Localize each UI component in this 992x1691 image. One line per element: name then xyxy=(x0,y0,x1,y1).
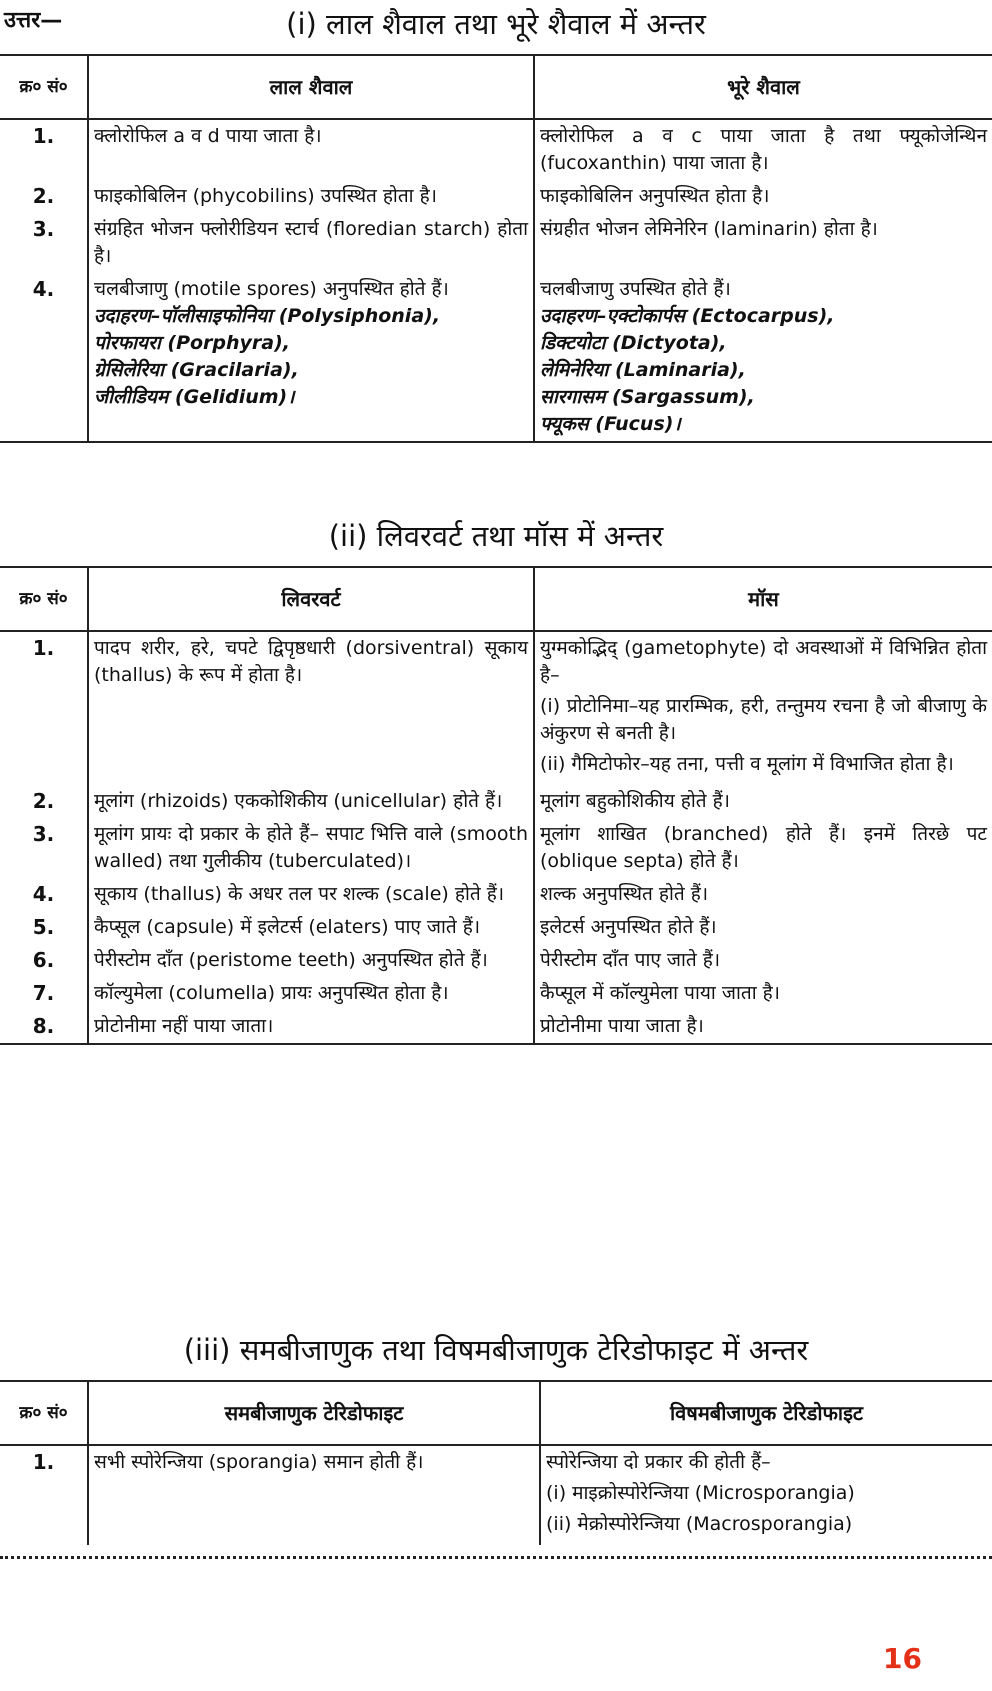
dotted-divider xyxy=(0,1556,992,1559)
header-moss: मॉस xyxy=(534,567,992,631)
table-row xyxy=(0,977,992,1010)
example-item: ग्रेसिलेरिया (Gracilaria), xyxy=(94,359,299,381)
section2-title: (ii) लिवरवर्ट तथा मॉस में अन्तर xyxy=(328,519,664,553)
moss-cell: प्रोटोनीमा पाया जाता है। xyxy=(534,1010,992,1044)
table-row xyxy=(0,180,992,213)
row-number: 3. xyxy=(32,217,55,241)
moss-cell xyxy=(534,631,992,785)
moss-cell: इलेटर्स अनुपस्थित होते हैं। xyxy=(534,911,992,944)
section3-table xyxy=(0,1380,992,1545)
motile-spores-text: चलबीजाणु (motile spores) अनुपस्थित होते हैं। xyxy=(94,278,449,300)
header-liverwort: लिवरवर्ट xyxy=(88,567,534,631)
table-row xyxy=(0,631,992,785)
table-row xyxy=(0,911,992,944)
row-number: 1. xyxy=(32,636,55,660)
brown-algae-cell: संग्रहीत भोजन लेमिनेरिन (laminarin) होता है। xyxy=(534,213,992,273)
liverwort-cell: पादप शरीर, हरे, चपटे द्विपृष्ठधारी (dorsiventral) सूकाय (thallus) के रूप में होता है। xyxy=(88,631,534,785)
row-number: 7. xyxy=(32,981,55,1005)
header-brown-algae: भूरे शैवाल xyxy=(534,55,992,119)
example-item: सारगासम (Sargassum), xyxy=(540,386,755,408)
red-algae-cell: संग्रहित भोजन फ्लोरीडियन स्टार्च (floredian starch) होता है। xyxy=(88,213,534,273)
brown-algae-cell: फाइकोबिलिन अनुपस्थित होता है। xyxy=(534,180,992,213)
row-number: 4. xyxy=(32,882,55,906)
table-row xyxy=(0,119,992,180)
table-row xyxy=(0,878,992,911)
microsporangia-text: (i) माइक्रोस्पोरेन्जिया (Microsporangia) xyxy=(546,1482,855,1504)
section3-title: (iii) समबीजाणुक तथा विषमबीजाणुक टेरिडोफाइट में अन्तर xyxy=(183,1333,809,1367)
sporangia-text: स्पोरेन्जिया दो प्रकार की होती हैं– xyxy=(546,1451,771,1473)
liverwort-cell: कैप्सूल (capsule) में इलेटर्स (elaters) पाए जाते हैं। xyxy=(88,911,534,944)
red-algae-cell: फाइकोबिलिन (phycobilins) उपस्थित होता है। xyxy=(88,180,534,213)
table-row xyxy=(0,1445,992,1545)
moss-cell: मूलांग शाखित (branched) होते हैं। इनमें तिरछे पट (oblique septa) होते हैं। xyxy=(534,818,992,878)
example-item: पोरफायरा (Porphyra), xyxy=(94,332,291,354)
example-item: लेमिनेरिया (Laminaria), xyxy=(540,359,746,381)
row-number: 2. xyxy=(32,184,55,208)
header-serial: क्र० सं० xyxy=(19,77,68,97)
gametophyte-text: युग्मकोद्भिद् (gametophyte) दो अवस्थाओं में विभिन्नित होता है– xyxy=(540,637,987,686)
row-number: 8. xyxy=(32,1014,55,1038)
motile-spores-text: चलबीजाणु उपस्थित होते हैं। xyxy=(540,278,731,300)
moss-cell: मूलांग बहुकोशिकीय होते हैं। xyxy=(534,785,992,818)
liverwort-cell: सूकाय (thallus) के अधर तल पर शल्क (scale) होते हैं। xyxy=(88,878,534,911)
moss-cell: कैप्सूल में कॉल्युमेला पाया जाता है। xyxy=(534,977,992,1010)
page-number: 16 xyxy=(883,1642,922,1675)
section2-table xyxy=(0,566,992,1045)
red-algae-cell xyxy=(88,273,534,442)
section1-table xyxy=(0,54,992,443)
brown-algae-cell: क्लोरोफिल a व c पाया जाता है तथा फ्यूकोजेन्थिन (fucoxanthin) पाया जाता है। xyxy=(534,119,992,180)
header-serial: क्र० सं० xyxy=(19,1403,68,1423)
table-row xyxy=(0,273,992,442)
example-item: डिक्टयोटा (Dictyota), xyxy=(540,332,727,354)
liverwort-cell: मूलांग प्रायः दो प्रकार के होते हैं– सपाट भित्ति वाले (smooth walled) तथा गुलीकीय (tuberculated)। xyxy=(88,818,534,878)
homosporous-cell: सभी स्पोरेन्जिया (sporangia) समान होती हैं। xyxy=(88,1445,540,1545)
header-serial: क्र० सं० xyxy=(19,589,68,609)
protonema-text: (i) प्रोटोनिमा–यह प्रारम्भिक, हरी, तन्तुमय रचना है जो बीजाणु के अंकुरण से बनती है। xyxy=(540,695,987,744)
table-row xyxy=(0,1010,992,1044)
row-number: 6. xyxy=(32,948,55,972)
header-red-algae: लाल शैवाल xyxy=(88,55,534,119)
gametophore-text: (ii) गैमिटोफोर–यह तना, पत्ती व मूलांग में विभाजित होता है। xyxy=(540,753,954,775)
table-row xyxy=(0,785,992,818)
example-item: फ्यूकस (Fucus)। xyxy=(540,413,681,435)
row-number: 2. xyxy=(32,789,55,813)
liverwort-cell: पेरीस्टोम दाँत (peristome teeth) अनुपस्थित होते हैं। xyxy=(88,944,534,977)
header-heterosporous: विषमबीजाणुक टेरिडोफाइट xyxy=(540,1381,992,1445)
header-homosporous: समबीजाणुक टेरिडोफाइट xyxy=(88,1381,540,1445)
table-header-row xyxy=(0,1381,992,1445)
liverwort-cell: कॉल्युमेला (columella) प्रायः अनुपस्थित होता है। xyxy=(88,977,534,1010)
table-row xyxy=(0,213,992,273)
row-number: 1. xyxy=(32,1450,55,1474)
row-number: 5. xyxy=(32,915,55,939)
table-row xyxy=(0,818,992,878)
row-number: 4. xyxy=(32,277,55,301)
brown-algae-cell xyxy=(534,273,992,442)
table-header-row xyxy=(0,55,992,119)
table-header-row xyxy=(0,567,992,631)
liverwort-cell: प्रोटोनीमा नहीं पाया जाता। xyxy=(88,1010,534,1044)
example-item: उदाहरण–पॉलीसाइफोनिया (Polysiphonia), xyxy=(94,305,441,327)
section1-title: (i) लाल शैवाल तथा भूरे शैवाल में अन्तर xyxy=(286,7,706,41)
macrosporangia-text: (ii) मेक्रोस्पोरेन्जिया (Macrosporangia) xyxy=(546,1513,853,1535)
red-algae-cell: क्लोरोफिल a व d पाया जाता है। xyxy=(88,119,534,180)
moss-cell: शल्क अनुपस्थित होते हैं। xyxy=(534,878,992,911)
example-item: जीलीडियम (Gelidium)। xyxy=(94,386,295,408)
table-row xyxy=(0,944,992,977)
heterosporous-cell xyxy=(540,1445,992,1545)
row-number: 1. xyxy=(32,124,55,148)
row-number: 3. xyxy=(32,822,55,846)
answer-label: उत्तर— xyxy=(4,8,63,33)
liverwort-cell: मूलांग (rhizoids) एककोशिकीय (unicellular) होते हैं। xyxy=(88,785,534,818)
example-item: उदाहरण–एक्टोकार्पस (Ectocarpus), xyxy=(540,305,835,327)
moss-cell: पेरीस्टोम दाँत पाए जाते हैं। xyxy=(534,944,992,977)
